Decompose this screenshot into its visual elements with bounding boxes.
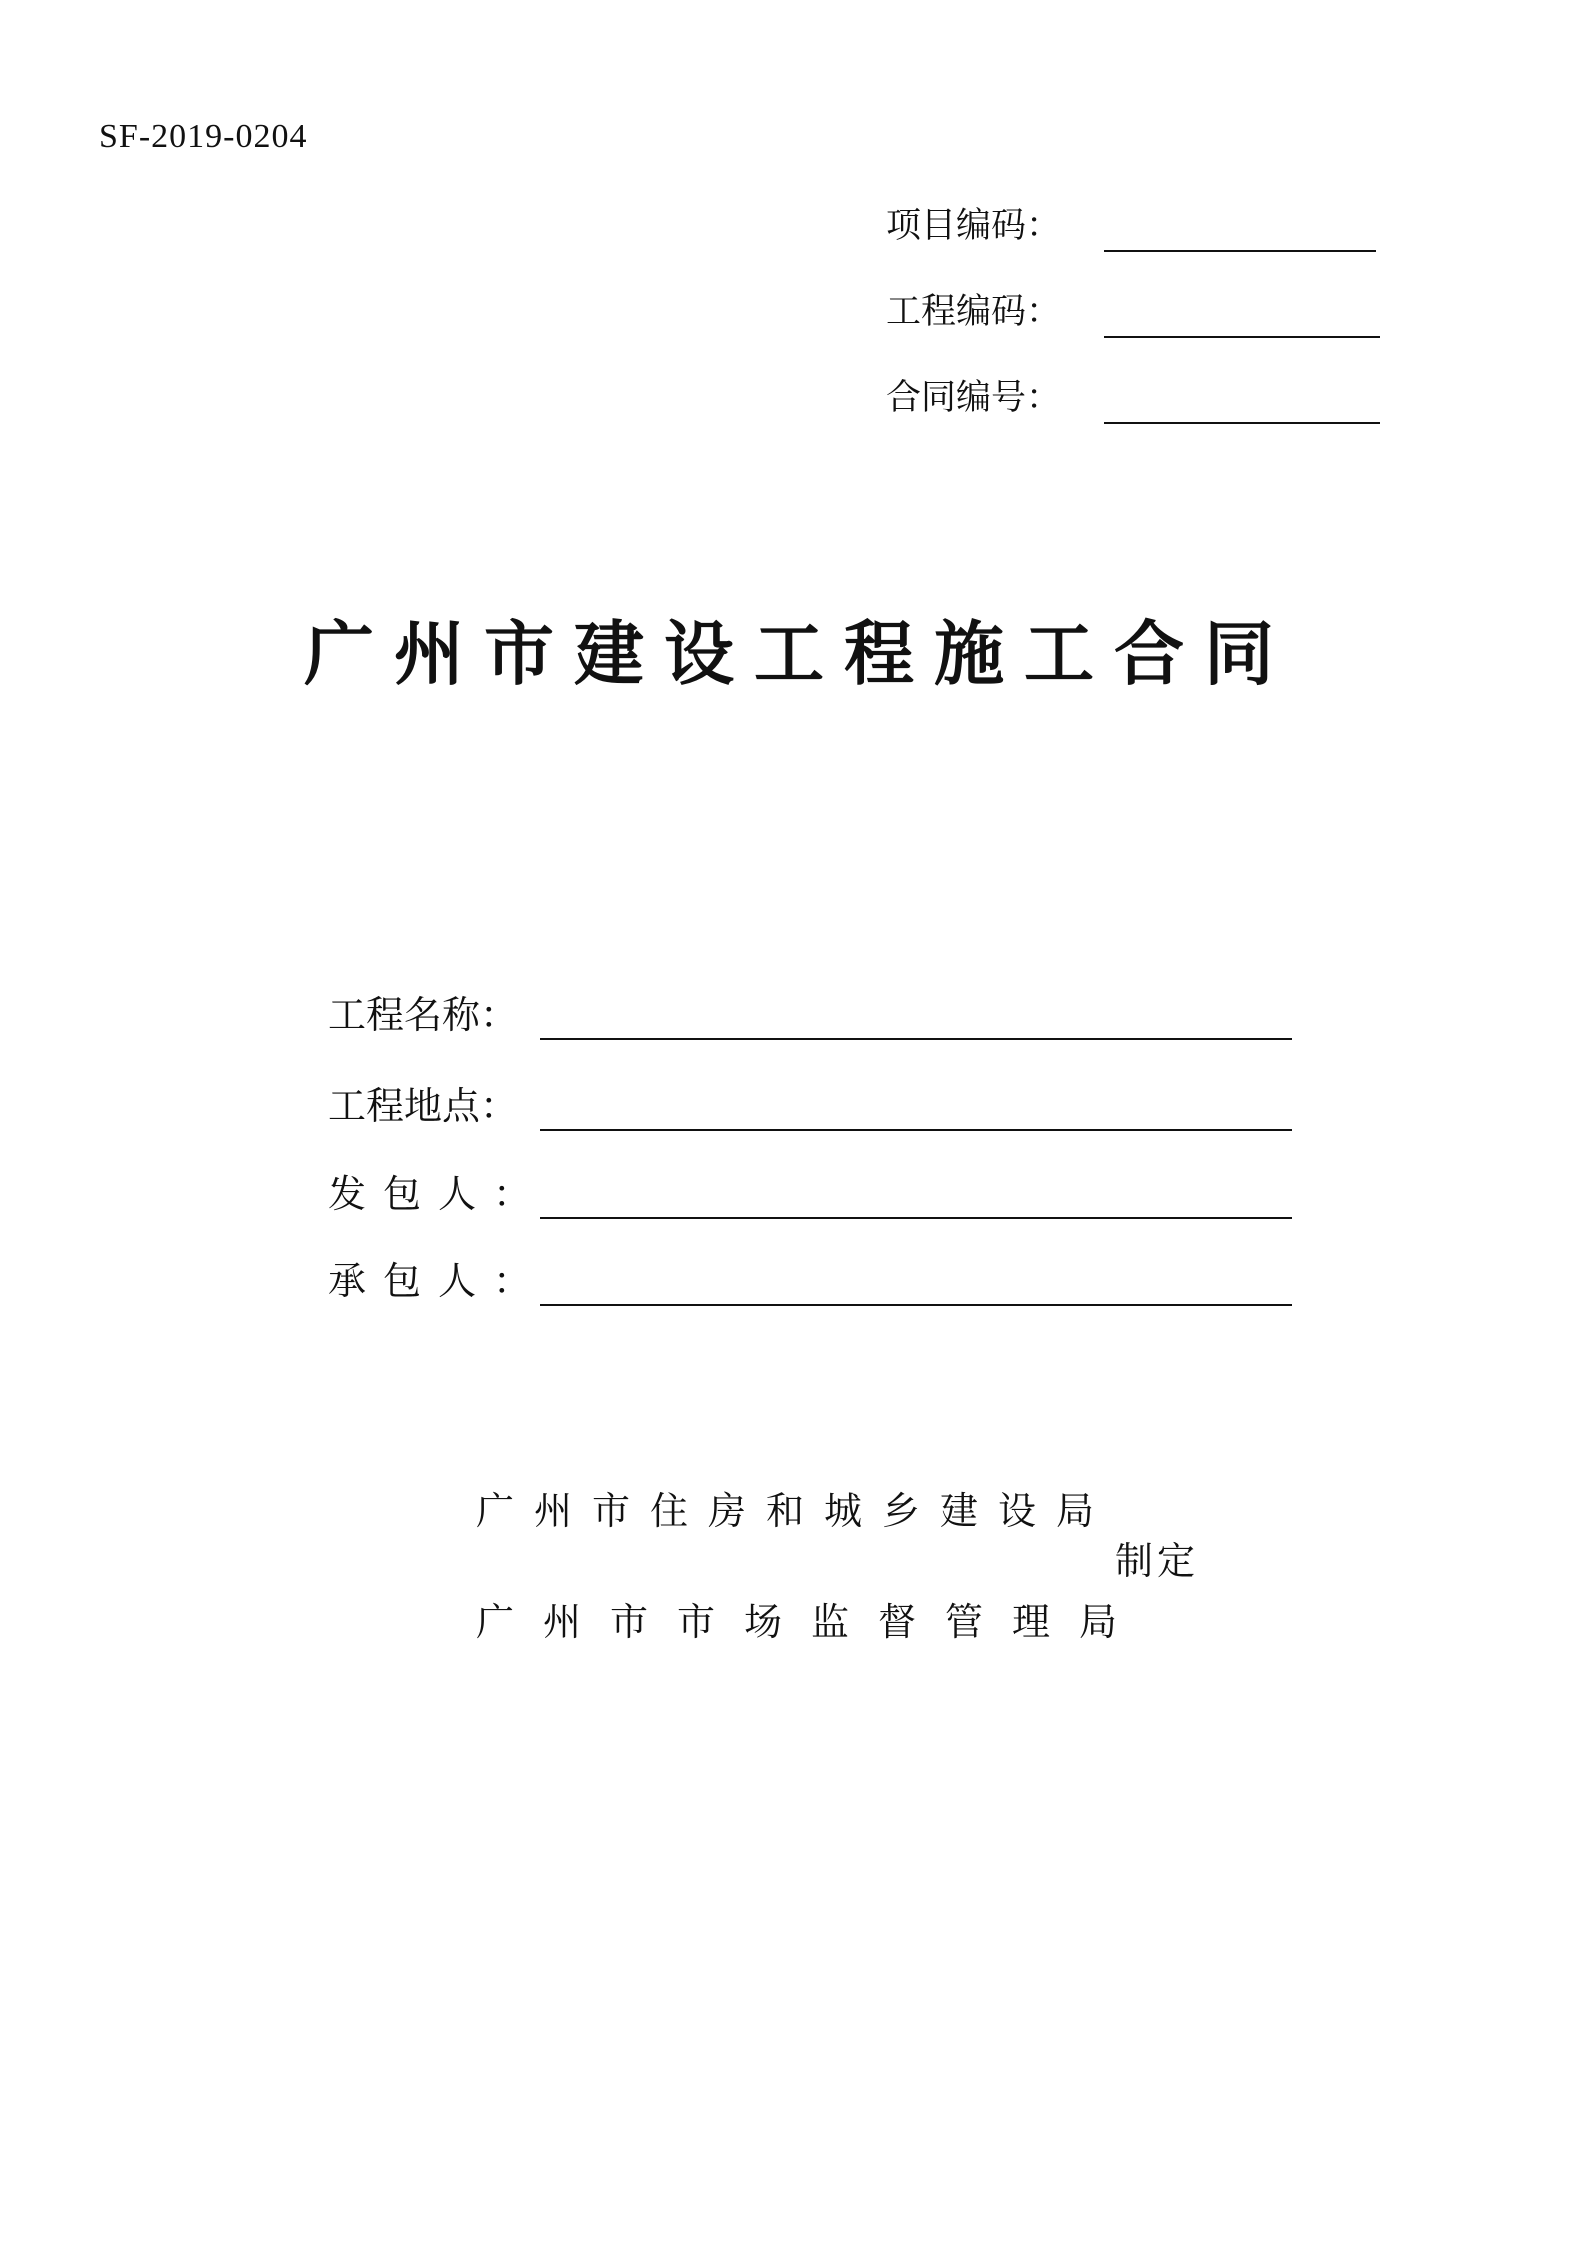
project-location-field [328,1071,1292,1131]
document-code: SF-2019-0204 [99,118,308,155]
contract-number-blank[interactable] [1104,421,1380,424]
employer-field [328,1159,1292,1219]
issuer-housing-bureau: 广州市住房和城乡建设局 [476,1489,1115,1533]
project-code-field [886,192,1376,252]
engineering-code-field [886,278,1380,338]
engineering-code-label: 工程编码： [886,292,1062,332]
project-location-blank[interactable] [540,1128,1292,1131]
employer-blank[interactable] [540,1216,1292,1219]
issuer-market-bureau: 广州市市场监督管理局 [476,1600,1147,1644]
project-name-field [328,980,1292,1040]
made-label: 制定 [1115,1539,1200,1583]
contractor-blank[interactable] [540,1303,1292,1306]
project-name-blank[interactable] [540,1037,1292,1040]
contractor-field [328,1246,1292,1306]
project-code-blank[interactable] [1104,249,1376,252]
engineering-code-blank[interactable] [1104,335,1380,338]
document-title: 广州市建设工程施工合同 [304,612,1294,695]
project-name-label: 工程名称： [328,993,519,1037]
project-location-label: 工程地点： [328,1084,519,1128]
employer-label: 发包人： [328,1172,549,1216]
contract-number-label: 合同编号： [886,378,1062,418]
contractor-label: 承包人： [328,1259,549,1303]
contract-number-field [886,364,1380,424]
project-code-label: 项目编码： [886,206,1062,246]
